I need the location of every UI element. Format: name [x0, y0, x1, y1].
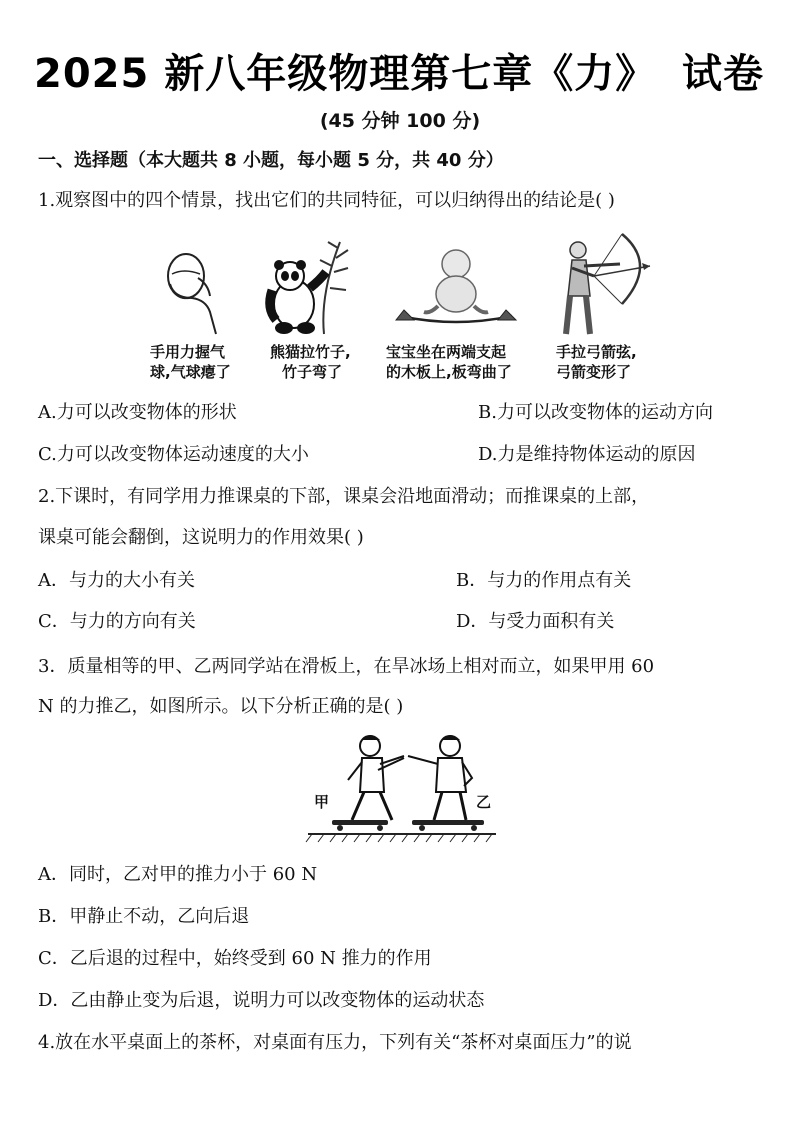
q1-caption-2-line2: 竹子弯了	[282, 363, 343, 381]
q2-option-d[interactable]: D．与受力面积有关	[456, 611, 615, 632]
q1-caption-2-line1: 熊猫拉竹子,	[270, 343, 351, 361]
balloon-hand-illustration	[160, 248, 230, 336]
q1-caption-3-line2: 的木板上,板弯曲了	[386, 363, 512, 381]
question-2-stem-line1: 2.下课时，有同学用力推课桌的下部，课桌会沿地面滑动；而推课桌的上部，	[38, 486, 650, 507]
question-3-stem-line1: 3．质量相等的甲、乙两同学站在滑板上，在旱冰场上相对而立，如果甲用 60	[38, 656, 655, 677]
q3-option-a[interactable]: A．同时，乙对甲的推力小于 60 N	[38, 864, 318, 885]
page-title	[34, 42, 774, 102]
q1-caption-2	[270, 342, 351, 382]
archer-illustration	[558, 232, 654, 336]
skateboard-push-illustration	[304, 730, 500, 842]
q2-option-b[interactable]: B．与力的作用点有关	[456, 570, 632, 591]
panda-bamboo-illustration	[264, 238, 356, 336]
q1-option-c[interactable]: C.力可以改变物体运动速度的大小	[38, 444, 309, 465]
q1-caption-4-line2: 弓箭变形了	[556, 363, 632, 381]
question-3-stem-line2: N 的力推乙，如图所示。以下分析正确的是( )	[38, 696, 404, 717]
q1-option-a[interactable]: A.力可以改变物体的形状	[38, 402, 237, 423]
q1-caption-1-line2: 球,气球瘪了	[150, 363, 231, 381]
q1-caption-3-line1: 宝宝坐在两端支起	[386, 343, 507, 361]
q1-option-d[interactable]: D.力是维持物体运动的原因	[478, 444, 696, 465]
title-main: 2025 新八年级物理第七章《力》	[34, 51, 657, 97]
question-4-stem-line1: 4.放在水平桌面上的茶杯，对桌面有压力，下列有关“茶杯对桌面压力”的说	[38, 1032, 632, 1053]
baby-board-illustration	[390, 248, 520, 334]
title-tail: 试卷	[682, 51, 764, 97]
exam-duration-score: (45 分钟 100 分)	[319, 110, 481, 132]
q1-caption-3	[386, 342, 512, 382]
q2-option-a[interactable]: A．与力的大小有关	[38, 570, 195, 591]
section-heading-choice: 一、选择题（本大题共 8 小题，每小题 5 分，共 40 分）	[38, 150, 504, 171]
question-1-stem: 1.观察图中的四个情景，找出它们的共同特征，可以归纳得出的结论是( )	[38, 190, 615, 211]
q1-caption-1	[150, 342, 231, 382]
label-jia: 甲	[314, 793, 330, 811]
q2-option-c[interactable]: C．与力的方向有关	[38, 611, 196, 632]
q1-caption-4-line1: 手拉弓箭弦,	[556, 343, 637, 361]
q3-option-c[interactable]: C．乙后退的过程中，始终受到 60 N 推力的作用	[38, 948, 432, 969]
label-yi: 乙	[476, 793, 492, 811]
q1-option-b[interactable]: B.力可以改变物体的运动方向	[478, 402, 713, 423]
q1-caption-4	[556, 342, 637, 382]
q3-option-b[interactable]: B．甲静止不动，乙向后退	[38, 906, 250, 927]
q1-caption-1-line1: 手用力握气	[150, 343, 226, 361]
q3-option-d[interactable]: D．乙由静止变为后退，说明力可以改变物体的运动状态	[38, 990, 485, 1011]
question-2-stem-line2: 课桌可能会翻倒，这说明力的作用效果( )	[38, 527, 364, 548]
